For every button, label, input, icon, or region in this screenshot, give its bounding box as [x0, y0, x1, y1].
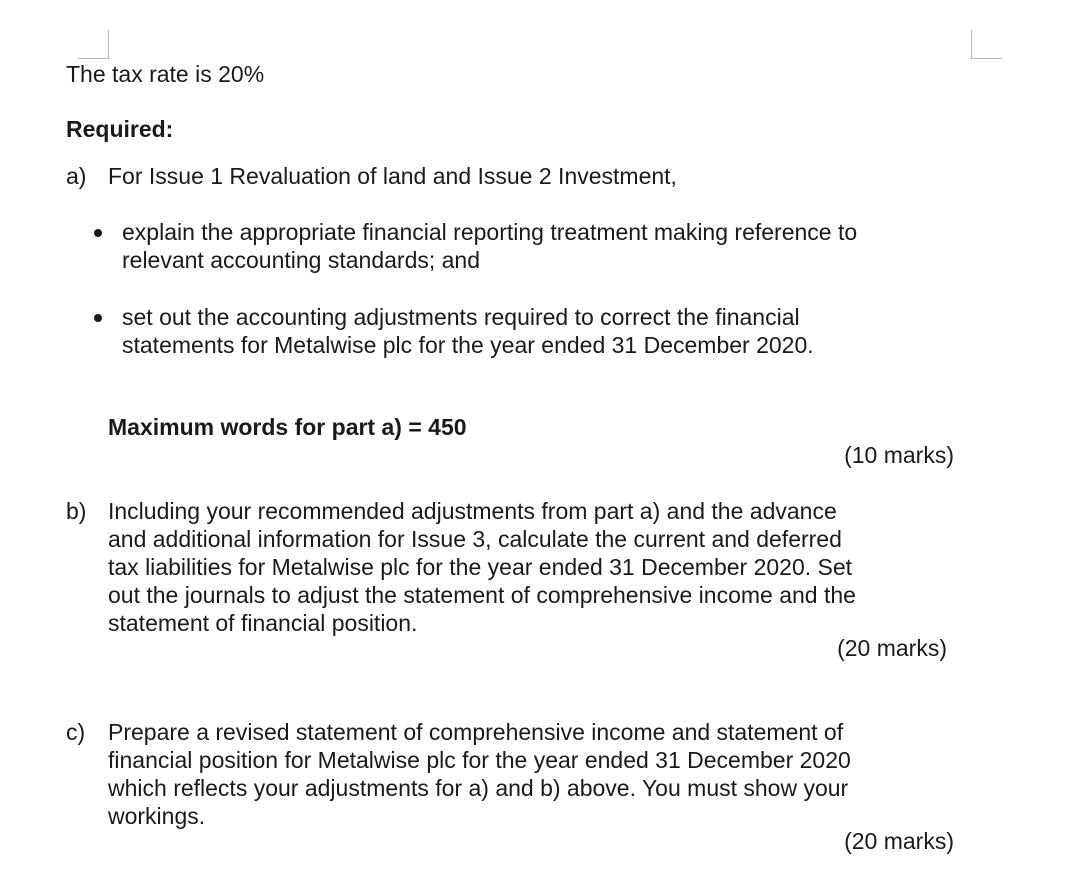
part-a-max-words: Maximum words for part a) = 450 [108, 414, 467, 440]
part-b-line-1: Including your recommended adjustments from part a) and the advance [108, 498, 837, 524]
part-a-text: For Issue 1 Revaluation of land and Issue 2 Investment, [108, 163, 677, 189]
part-c-line-2: financial position for Metalwise plc for the year ended 31 December 2020 [108, 747, 851, 773]
part-c-line-4: workings. [108, 803, 206, 829]
part-b-line-4: out the journals to adjust the statement of comprehensive income and the [108, 582, 856, 608]
part-a-bullet-2 [122, 303, 814, 359]
bullet-icon [94, 229, 102, 237]
part-a-label: a) [66, 163, 87, 189]
part-a-bullet-1 [122, 218, 857, 274]
part-c-label: c) [66, 719, 86, 745]
part-c-line-3: which reflects your adjustments for a) and b) above. You must show your [108, 775, 849, 801]
part-b-line-3: tax liabilities for Metalwise plc for the year ended 31 December 2020. Set [108, 554, 853, 580]
part-c-text [108, 718, 851, 830]
bullet-2-line-1: set out the accounting adjustments required to correct the financial [122, 304, 800, 330]
crop-mark-top-right [971, 30, 1002, 59]
bullet-icon [94, 314, 102, 322]
bullet-1-line-2: relevant accounting standards; and [122, 247, 481, 273]
part-b-label: b) [66, 498, 87, 524]
part-b-line-2: and additional information for Issue 3, calculate the current and deferred [108, 526, 842, 552]
part-b-marks: (20 marks) [837, 635, 947, 661]
crop-mark-top-left [78, 30, 109, 59]
bullet-1-line-1: explain the appropriate financial reporting treatment making reference to [122, 219, 858, 245]
tax-rate-text: The tax rate is 20% [66, 61, 265, 87]
part-b-line-5: statement of financial position. [108, 610, 418, 636]
required-heading: Required: [66, 116, 174, 142]
part-c-line-1: Prepare a revised statement of comprehensive income and statement of [108, 719, 844, 745]
part-c-marks: (20 marks) [844, 828, 954, 854]
bullet-2-line-2: statements for Metalwise plc for the year ended 31 December 2020. [122, 332, 814, 358]
part-b-text [108, 497, 856, 637]
part-a-marks: (10 marks) [844, 442, 954, 468]
